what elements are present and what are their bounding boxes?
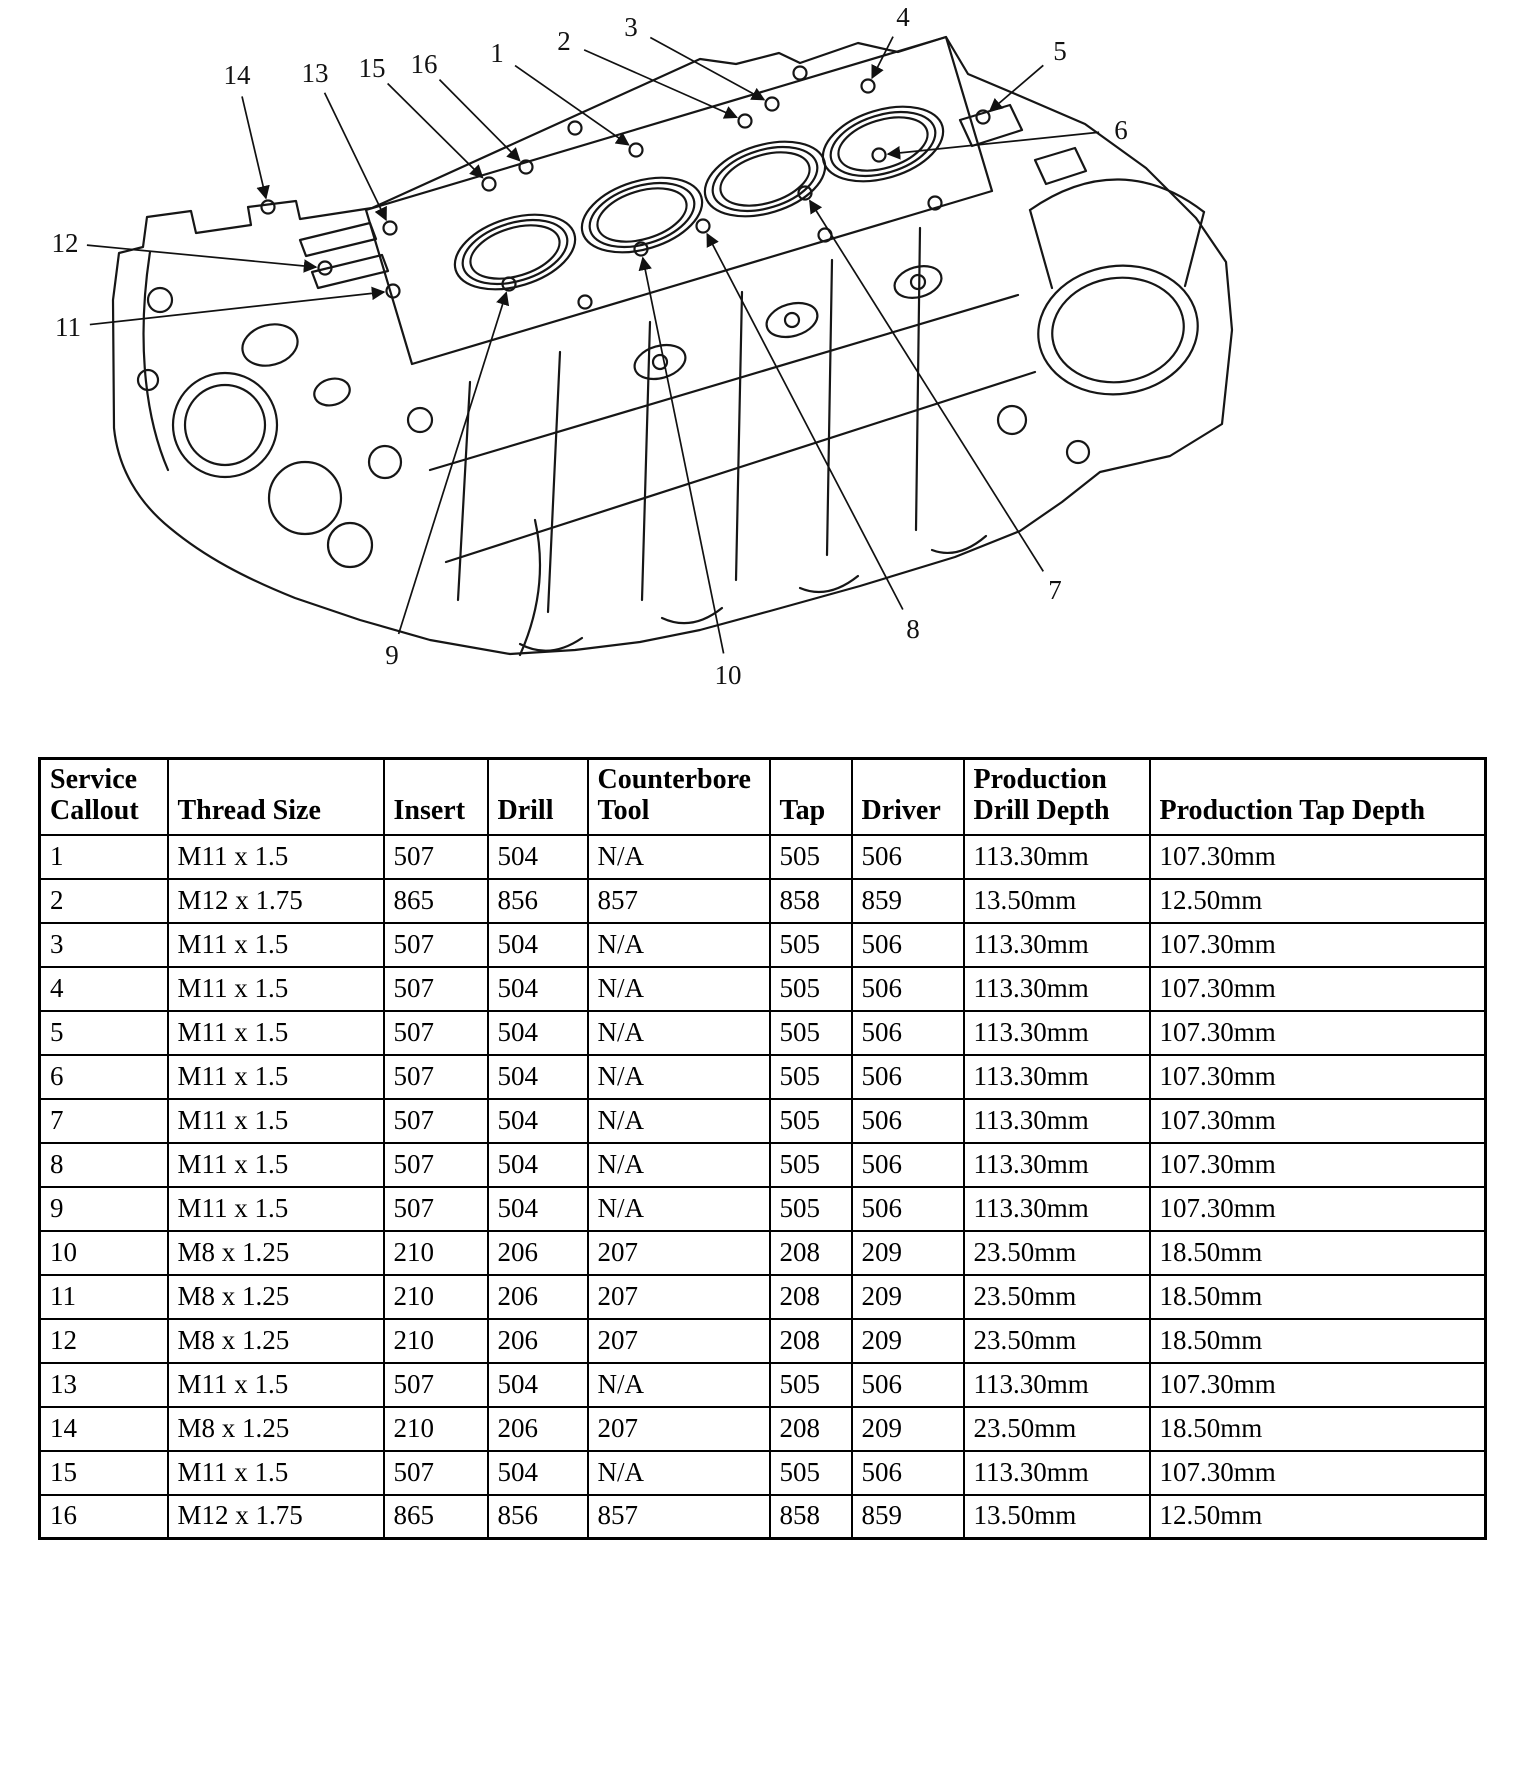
callout-label: 3 [624,12,638,42]
spec-cell: 865 [384,1495,488,1539]
table-row [40,1407,1486,1451]
spec-cell: M8 x 1.25 [168,1407,384,1451]
callout-leader-line [439,80,519,161]
spec-cell: 507 [384,967,488,1011]
spec-cell: 505 [770,1187,852,1231]
spec-cell: 507 [384,1143,488,1187]
spec-cell: 107.30mm [1150,1143,1486,1187]
spec-cell: 506 [852,1363,964,1407]
spec-cell: 8 [40,1143,168,1187]
spec-cell: 18.50mm [1150,1231,1486,1275]
spec-cell: 107.30mm [1150,1055,1486,1099]
callout-label: 13 [301,58,329,88]
spec-cell: 505 [770,1143,852,1187]
callout-leader-line [325,93,386,220]
spec-cell: 113.30mm [964,1143,1150,1187]
spec-cell: N/A [588,1451,770,1495]
spec-cell: M11 x 1.5 [168,1099,384,1143]
spec-cell: N/A [588,923,770,967]
spec-cell: 505 [770,1055,852,1099]
callout-label: 1 [490,38,504,68]
spec-cell: 208 [770,1231,852,1275]
spec-cell: 9 [40,1187,168,1231]
spec-header-cell: Thread Size [168,759,384,835]
spec-cell: 209 [852,1407,964,1451]
spec-cell: 210 [384,1275,488,1319]
spec-cell: 23.50mm [964,1275,1150,1319]
spec-cell: 859 [852,1495,964,1539]
spec-cell: 859 [852,879,964,923]
spec-cell: 865 [384,879,488,923]
spec-cell: 12.50mm [1150,1495,1486,1539]
spec-cell: 208 [770,1275,852,1319]
spec-cell: 208 [770,1407,852,1451]
spec-cell: 506 [852,835,964,879]
callout-label: 15 [358,53,386,83]
spec-cell: N/A [588,1011,770,1055]
spec-cell: 18.50mm [1150,1275,1486,1319]
spec-cell: 504 [488,923,588,967]
callout-label: 2 [557,26,571,56]
spec-cell: M11 x 1.5 [168,1187,384,1231]
spec-cell: M11 x 1.5 [168,1055,384,1099]
spec-cell: 23.50mm [964,1407,1150,1451]
spec-cell: 507 [384,923,488,967]
spec-cell: 113.30mm [964,923,1150,967]
spec-cell: N/A [588,1143,770,1187]
spec-cell: 505 [770,835,852,879]
spec-cell: 13.50mm [964,879,1150,923]
spec-cell: 113.30mm [964,835,1150,879]
spec-cell: 1 [40,835,168,879]
spec-cell: 207 [588,1407,770,1451]
spec-cell: 107.30mm [1150,1099,1486,1143]
spec-cell: 857 [588,1495,770,1539]
spec-cell: N/A [588,1099,770,1143]
spec-cell: N/A [588,1055,770,1099]
spec-cell: 12.50mm [1150,879,1486,923]
table-row [40,1099,1486,1143]
spec-cell: 505 [770,1451,852,1495]
table-row [40,1231,1486,1275]
table-row [40,1275,1486,1319]
spec-cell: 113.30mm [964,1099,1150,1143]
spec-cell: 506 [852,1451,964,1495]
spec-cell: 207 [588,1231,770,1275]
table-row [40,1143,1486,1187]
spec-cell: 856 [488,1495,588,1539]
table-row [40,1451,1486,1495]
spec-cell: 15 [40,1451,168,1495]
spec-cell: 209 [852,1231,964,1275]
spec-cell: 5 [40,1011,168,1055]
spec-cell: 206 [488,1231,588,1275]
spec-cell: 507 [384,1363,488,1407]
spec-cell: 858 [770,879,852,923]
spec-cell: N/A [588,835,770,879]
spec-cell: 504 [488,1055,588,1099]
table-row [40,1363,1486,1407]
spec-cell: 4 [40,967,168,1011]
spec-cell: 504 [488,1011,588,1055]
spec-cell: N/A [588,1363,770,1407]
spec-cell: M11 x 1.5 [168,1143,384,1187]
spec-cell: 210 [384,1407,488,1451]
callout-label: 5 [1053,36,1067,66]
spec-cell: 107.30mm [1150,967,1486,1011]
spec-header-cell: Drill [488,759,588,835]
spec-cell: 506 [852,1011,964,1055]
engine-block-diagram [0,0,1520,745]
spec-cell: 113.30mm [964,1055,1150,1099]
spec-cell: 504 [488,835,588,879]
table-row [40,1495,1486,1539]
spec-cell: 11 [40,1275,168,1319]
spec-cell: 506 [852,1055,964,1099]
spec-cell: 14 [40,1407,168,1451]
spec-cell: 12 [40,1319,168,1363]
spec-header-cell: Insert [384,759,488,835]
table-row [40,835,1486,879]
spec-cell: M12 x 1.75 [168,879,384,923]
spec-cell: 504 [488,1187,588,1231]
spec-cell: 13 [40,1363,168,1407]
table-row [40,1011,1486,1055]
spec-cell: 504 [488,1143,588,1187]
spec-cell: 507 [384,1451,488,1495]
spec-cell: 507 [384,1011,488,1055]
spec-cell: 6 [40,1055,168,1099]
spec-cell: M11 x 1.5 [168,1363,384,1407]
spec-cell: 206 [488,1275,588,1319]
callout-label: 9 [385,640,399,670]
spec-cell: M8 x 1.25 [168,1319,384,1363]
spec-header-cell: Tap [770,759,852,835]
table-row [40,923,1486,967]
spec-header-cell: Service Callout [40,759,168,835]
spec-cell: 18.50mm [1150,1319,1486,1363]
spec-cell: M12 x 1.75 [168,1495,384,1539]
engine-block-art [113,37,1232,655]
spec-cell: 507 [384,1187,488,1231]
spec-cell: N/A [588,1187,770,1231]
spec-cell: 107.30mm [1150,1011,1486,1055]
spec-cell: 857 [588,879,770,923]
callout-leader-line [388,83,483,177]
spec-header-row [40,759,1486,835]
spec-cell: M11 x 1.5 [168,835,384,879]
spec-header-cell: Production Drill Depth [964,759,1150,835]
spec-cell: M8 x 1.25 [168,1275,384,1319]
spec-cell: 2 [40,879,168,923]
spec-cell: M11 x 1.5 [168,967,384,1011]
spec-cell: 505 [770,1363,852,1407]
spec-cell: M11 x 1.5 [168,923,384,967]
spec-cell: 107.30mm [1150,1187,1486,1231]
spec-cell: 506 [852,923,964,967]
spec-cell: 107.30mm [1150,923,1486,967]
spec-cell: 507 [384,1055,488,1099]
spec-cell: 207 [588,1275,770,1319]
spec-cell: 208 [770,1319,852,1363]
spec-cell: 113.30mm [964,1363,1150,1407]
spec-cell: 16 [40,1495,168,1539]
spec-cell: 505 [770,967,852,1011]
spec-cell: 856 [488,879,588,923]
table-row [40,1319,1486,1363]
spec-cell: 13.50mm [964,1495,1150,1539]
thread-repair-spec-table [38,757,1487,1540]
callout-label: 10 [714,660,742,690]
spec-cell: 206 [488,1319,588,1363]
callout-label: 11 [55,312,81,342]
table-row [40,879,1486,923]
spec-cell: 507 [384,1099,488,1143]
spec-cell: 206 [488,1407,588,1451]
callout-label: 4 [896,2,910,32]
spec-cell: 504 [488,1363,588,1407]
spec-cell: 210 [384,1231,488,1275]
spec-cell: 505 [770,1099,852,1143]
spec-cell: 209 [852,1319,964,1363]
spec-cell: 107.30mm [1150,1451,1486,1495]
callout-label: 16 [410,49,438,79]
table-row [40,1055,1486,1099]
callout-leader-line [242,96,266,198]
spec-cell: 506 [852,1143,964,1187]
callout-label: 7 [1048,575,1062,605]
spec-cell: 209 [852,1275,964,1319]
spec-cell: M11 x 1.5 [168,1451,384,1495]
spec-cell: 505 [770,1011,852,1055]
spec-cell: 507 [384,835,488,879]
spec-table-body [40,835,1486,1539]
callout-label: 8 [906,614,920,644]
spec-cell: 506 [852,1187,964,1231]
callout-label: 6 [1114,115,1128,145]
spec-header-cell: Counterbore Tool [588,759,770,835]
spec-cell: 505 [770,923,852,967]
spec-cell: M8 x 1.25 [168,1231,384,1275]
table-row [40,1187,1486,1231]
spec-cell: 506 [852,1099,964,1143]
spec-header-cell: Driver [852,759,964,835]
spec-cell: M11 x 1.5 [168,1011,384,1055]
spec-cell: 113.30mm [964,1187,1150,1231]
spec-cell: 210 [384,1319,488,1363]
spec-cell: 3 [40,923,168,967]
table-row [40,967,1486,1011]
spec-cell: 113.30mm [964,1011,1150,1055]
spec-cell: 107.30mm [1150,1363,1486,1407]
spec-cell: 506 [852,967,964,1011]
spec-cell: 23.50mm [964,1231,1150,1275]
callout-label: 14 [223,60,251,90]
spec-cell: 113.30mm [964,1451,1150,1495]
spec-cell: 23.50mm [964,1319,1150,1363]
callout-label: 12 [51,228,79,258]
spec-cell: 113.30mm [964,967,1150,1011]
spec-cell: 504 [488,967,588,1011]
spec-cell: 858 [770,1495,852,1539]
spec-cell: 7 [40,1099,168,1143]
spec-cell: 18.50mm [1150,1407,1486,1451]
spec-cell: 504 [488,1451,588,1495]
spec-cell: 207 [588,1319,770,1363]
spec-cell: 10 [40,1231,168,1275]
spec-cell: 504 [488,1099,588,1143]
spec-header-cell: Production Tap Depth [1150,759,1486,835]
spec-cell: N/A [588,967,770,1011]
spec-cell: 107.30mm [1150,835,1486,879]
